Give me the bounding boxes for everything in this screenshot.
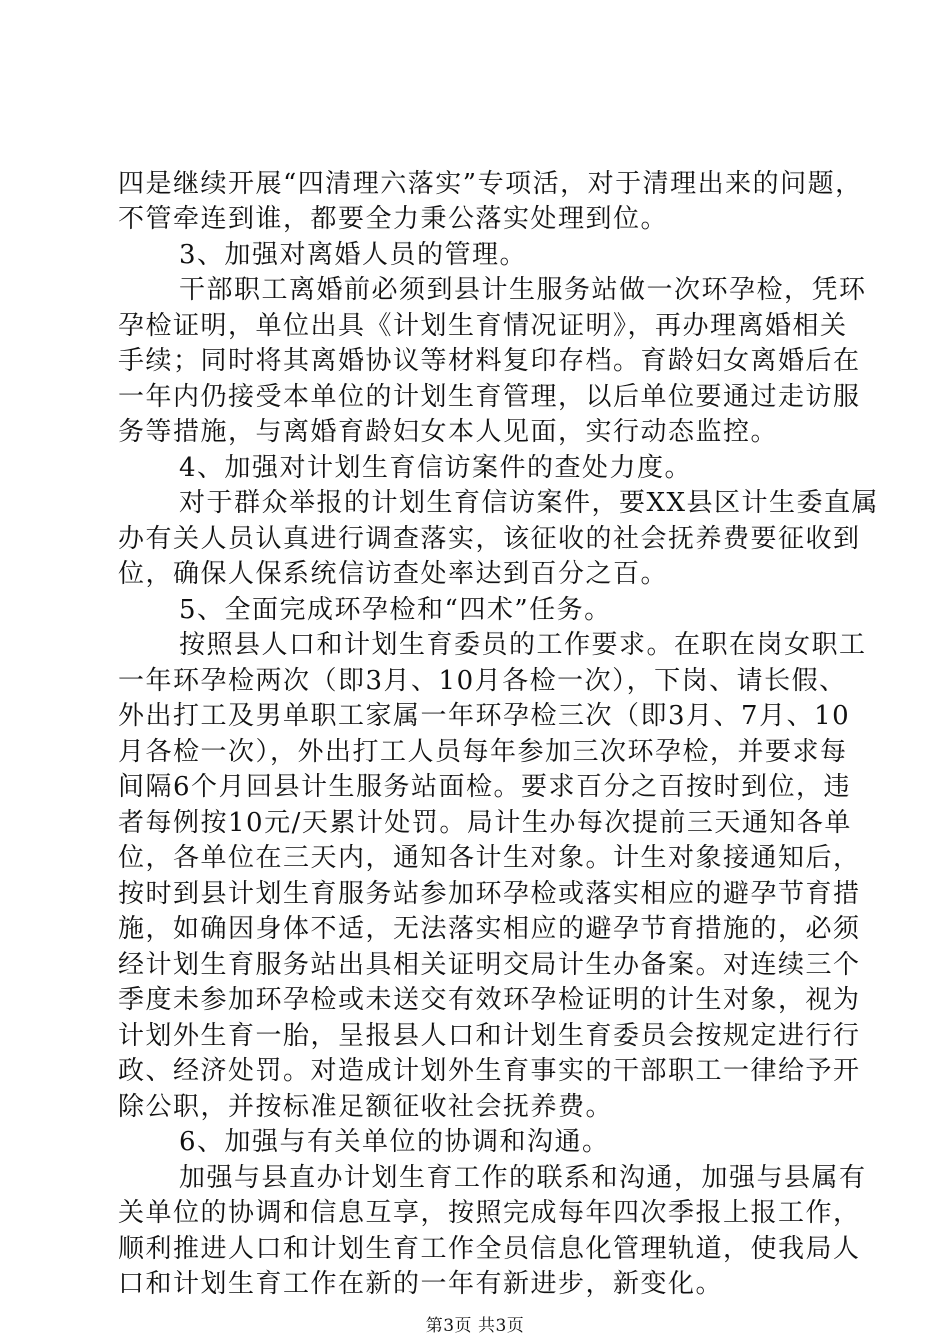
text-line: 干部职工离婚前必须到县计生服务站做一次环孕检，凭环 (179, 275, 867, 306)
text-line: 孕检证明，单位出具《计划生育情况证明》，再办理离婚相关 (118, 310, 848, 341)
text-line: 不管牵连到谁，都要全力秉公落实处理到位。 (118, 204, 669, 235)
text-line: 口和计划生育工作在新的一年有新进步，新变化。 (118, 1269, 724, 1299)
text-line: 四是继续开展“四清理六落实”专项活，对于清理出来的问题， (118, 169, 863, 199)
text-line: 季度未参加环孕检或未送交有效环孕检证明的计生对象，视为 (118, 985, 861, 1016)
text-line: 一年环孕检两次（即3月、10月各检一次），下岗、请长假、 (118, 665, 847, 696)
text-line: 施，如确因身体不适，无法落实相应的避孕节育措施的，必须 (118, 914, 861, 945)
text-line: 按照县人口和计划生育委员的工作要求。在职在岗女职工 (179, 630, 867, 661)
text-line: 政、经济处罚。对造成计划外生育事实的干部职工一律给予开 (118, 1056, 861, 1087)
text-line: 关单位的协调和信息互享，按照完成每年四次季报上报工作， (118, 1198, 861, 1229)
text-line: 经计划生育服务站出具相关证明交局计生办备案。对连续三个 (118, 949, 861, 980)
text-line: 加强与县直办计划生育工作的联系和沟通，加强与县属有 (179, 1162, 867, 1193)
text-line: 顺利推进人口和计划生育工作全员信息化管理轨道，使我局人 (118, 1233, 861, 1264)
text-line: 外出打工及男单职工家属一年环孕检三次（即3月、7月、10 (118, 701, 851, 732)
text-line: 位，确保人保系统信访查处率达到百分之百。 (118, 559, 669, 590)
section-heading: 4、加强对计划生育信访案件的查处力度。 (179, 452, 693, 483)
text-line: 务等措施，与离婚育龄妇女本人见面，实行动态监控。 (118, 417, 779, 448)
text-line: 按时到县计划生育服务站参加环孕检或落实相应的避孕节育措 (118, 878, 861, 909)
text-line: 者每例按10元/天累计处罚。局计生办每次提前三天通知各单 (118, 807, 852, 838)
text-line: 手续；同时将其离婚协议等材料复印存档。育龄妇女离婚后在 (118, 346, 861, 377)
text-line: 除公职，并按标准足额征收社会抚养费。 (118, 1091, 614, 1122)
page-footer (0, 1314, 950, 1338)
text-line: 办有关人员认真进行调查落实，该征收的社会抚养费要征收到 (118, 523, 861, 554)
text-line: 对于群众举报的计划生育信访案件，要XX县区计生委直属 (179, 488, 880, 519)
section-heading: 6、加强与有关单位的协调和沟通。 (179, 1127, 610, 1158)
text-line: 月各检一次），外出打工人员每年参加三次环孕检，并要求每 (118, 736, 848, 767)
section-heading: 5、全面完成环孕检和“四术”任务。 (179, 594, 612, 625)
page-number-label: 第3页 共3页 (425, 1316, 525, 1336)
section-heading: 3、加强对离婚人员的管理。 (179, 239, 528, 270)
text-line: 间隔6个月回县计生服务站面检。要求百分之百按时到位，违 (118, 772, 852, 803)
text-line: 计划外生育一胎，呈报县人口和计划生育委员会按规定进行行 (118, 1020, 861, 1051)
text-line: 位，各单位在三天内，通知各计生对象。计生对象接通知后， (118, 843, 861, 874)
text-line: 一年内仍接受本单位的计划生育管理，以后单位要通过走访服 (118, 381, 861, 412)
